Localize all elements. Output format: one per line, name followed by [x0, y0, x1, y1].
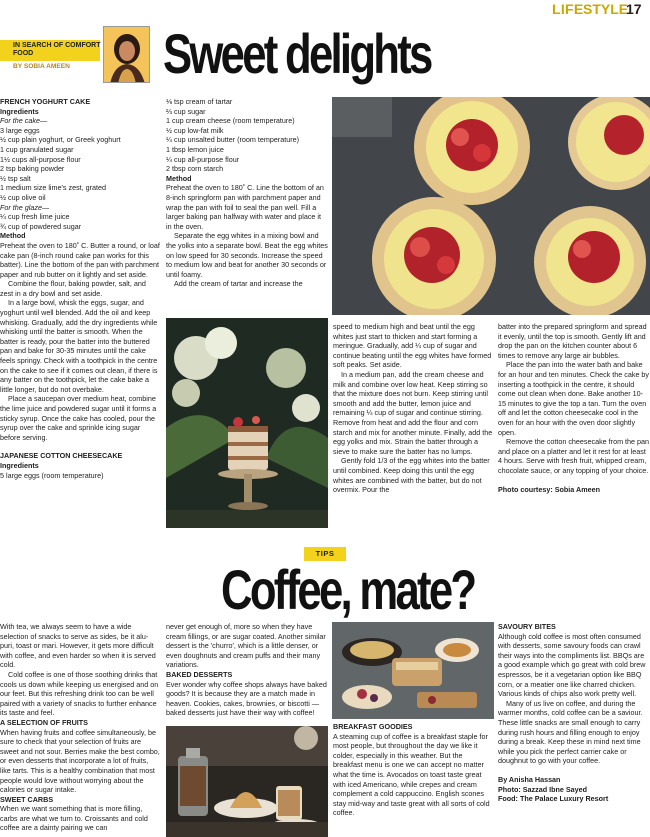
tips-column-4 — [498, 622, 650, 837]
subheading: Method — [0, 231, 26, 241]
article-column-4 — [498, 322, 650, 532]
paragraph: 1½ cups all-purpose flour — [0, 154, 81, 164]
paragraph: When having fruits and coffee simultaneously, be sure to check that your selection of fruits are sweet and not sour. Berries make the best combo, or even desserts that incorporate a lot of fruits, like tarts. This is a healthy combination that most people would love without worrying about the calories or sugar intake. — [0, 727, 160, 795]
paragraph: speed to medium high and beat until the egg whites just start to thicken and start forming a meringue. Gradually, add ¼ cup of sugar and continue beating until the egg whites have formed soft peaks. Set aside. — [333, 322, 492, 370]
masthead-life: LIFE — [552, 1, 584, 17]
paragraph: 1 medium size lime's zest, grated — [0, 183, 107, 193]
subheading: SWEET CARBS — [0, 794, 54, 804]
paragraph: ½ cup olive oil — [0, 192, 46, 202]
tips-column-2 — [166, 622, 328, 722]
subheading: Ingredients — [0, 106, 39, 116]
subheading: Photo courtesy: Sobia Ameen — [498, 484, 600, 494]
paragraph: Place a saucepan over medium heat, combine the lime juice and powdered sugar until it forms a sticky syrup. Once the cake has cooled, pour the syrup over the cake and sprinkle icing sugar before serving. — [0, 394, 157, 442]
paragraph: 1 cup cream cheese (room temperature) — [166, 116, 295, 126]
subheading: A SELECTION OF FRUITS — [0, 717, 88, 727]
subheading: By Anisha Hassan — [498, 774, 561, 784]
cheesecake-photo — [332, 97, 650, 315]
paragraph: When we want something that is more filling, carbs are what we turn to. Croissants and cold coffee are a dainty pairing we can — [0, 804, 148, 833]
subheading: BREAKFAST GOODIES — [333, 722, 413, 731]
paragraph: 1 tbsp lemon juice — [166, 144, 224, 154]
paragraph: 1 cup granulated sugar — [0, 144, 74, 154]
article-column-2 — [166, 97, 328, 309]
paragraph: With tea, we always seem to have a wide selection of snacks to serve as sides, be it alu-puri, toast or mari. However, it gets more difficult with coffee, and even harder so when it is served cold. — [0, 622, 156, 670]
paragraph: ½ tsp salt — [0, 173, 31, 183]
tips-column-1 — [0, 622, 160, 837]
paragraph: A steaming cup of coffee is a breakfast staple for most people, but throughout the day we like it colder, especially in this weather. But the breakfast menu is one we can accept no matter what the time is. Avocados on toast taste great with iced Americano, while crepes and cream complement a cold cappuccino. English scones stay mid-way and taste great with all sorts of cold coffee. — [333, 731, 490, 818]
paragraph: Although cold coffee is most often consumed with desserts, some savoury foods can crawl their ways into the compliments list. BBQs are a good example which go great with cold brew espressos, be it a vegetarian option like BBQ corn, or a meatier one like charred chicken. Various kinds of chips also work pretty well. — [498, 631, 646, 699]
subheading: Ingredients — [0, 460, 39, 470]
paragraph: Ever wonder why coffee shops always have baked goods? It is because they are a match made in heaven. Cookies, cakes, brownies, or biscotti — baked desserts just have their way with coffee! — [166, 679, 327, 718]
subheading: SAVOURY BITES — [498, 622, 556, 631]
paragraph: Separate the egg whites in a mixing bowl and the yolks into a separate bowl. Beat the egg whites on low speed for 30 seconds. Increase the speed to medium low and beat for another 30 seconds or until foamy. — [166, 231, 328, 279]
paragraph: Preheat the oven to 180˚ C. Line the bottom of an 8-inch springform pan with parchment paper and wrap the pan with foil to seal the pan well. Fill a larger baking pan halfway with water and place it in the oven. — [166, 183, 324, 231]
tips-column-3 — [333, 722, 493, 837]
paragraph: 2 tbsp corn starch — [166, 164, 224, 174]
article-title: Sweet delights — [163, 22, 431, 85]
paragraph: batter into the prepared springform and spread it evenly, until the top is smooth. Gently lift and drop the pan on the kitchen counter about 6 times to remove any large air bubbles. — [498, 322, 647, 360]
paragraph: ¼ cup all-purpose flour — [166, 154, 240, 164]
subheading: FRENCH YOGHURT CAKE — [0, 97, 91, 106]
cake-flowers-photo — [166, 318, 328, 528]
article-title-2: Coffee, mate? — [221, 558, 475, 621]
paragraph: Preheat the oven to 180˚ C. Butter a round, or loaf cake pan (8-inch round cake pan works for this batter). Line the bottom of the pan with parchment paper and rub butter on it lightly and set aside. — [0, 240, 160, 279]
paragraph: For the glaze— — [0, 202, 50, 212]
breakfast-photo — [332, 622, 494, 719]
subheading: JAPANESE COTTON CHEESECAKE — [0, 451, 123, 461]
tips-badge: TIPS — [304, 547, 346, 561]
paragraph: 3 large eggs — [0, 125, 40, 135]
subheading: BAKED DESSERTS — [166, 669, 233, 679]
paragraph: In a medium pan, add the cream cheese and milk and combine over low heat. Keep stirring so that the mixture does not burn. Keep stirring until smooth and add the butter, lemon juice and remaining ¼ cup of sugar and continue stirring. Remove from heat and add the flour and corn starch and mix for another minute. Finally, add the egg yolks and mix. Strain the batter through a sieve to make sure the batter has no lumps. — [333, 369, 493, 456]
paragraph: ¾ cup of powdered sugar — [0, 221, 82, 231]
column-tag-label: IN SEARCH OF COMFORT FOOD — [13, 42, 101, 57]
article-column-3 — [333, 322, 493, 532]
paragraph — [498, 766, 650, 775]
paragraph: Cold coffee is one of those soothing drinks that cools us down while keeping us energised and on our feet. But this refreshing drink too can be well paired with a variety of snacks to further enhance its taste and feel. — [0, 669, 159, 718]
paragraph: ⅛ tsp cream of tartar — [166, 97, 233, 106]
paragraph: Place the pan into the water bath and bake for an hour and ten minutes. Check the cake by inserting a toothpick in the centre, it should come out clean when done. Bake another 10-15 minutes to give the top a tan. Turn the oven off and let the cotton cheesecake cool in the oven for an hour with the oven door slightly open. — [498, 360, 650, 437]
page-number: 17 — [626, 1, 642, 17]
paragraph: For the cake— — [0, 116, 48, 126]
paragraph: Remove the cotton cheesecake from the pan and place on a platter and let it rest for at least 4 hours. Serve with fresh fruit, whipped cream, chocolate sauce, or any topping of your choice. — [498, 437, 650, 475]
paragraph: Gently fold 1/3 of the egg whites into the batter until combined. Keep doing this until the egg whites are combined with the batter, but do not overmix. Pour the — [333, 456, 490, 495]
coffee-photo — [166, 726, 328, 837]
paragraph: 5 large eggs (room temperature) — [0, 470, 104, 480]
paragraph: ½ cup plain yoghurt, or Greek yoghurt — [0, 135, 121, 145]
paragraph: ⅔ cup sugar — [166, 106, 206, 116]
paragraph: never get enough of, more so when they have cream fillings, or are sugar coated. Another similar dessert is the 'churro', which is a little denser, or even doughnuts and cream puffs and their many variations. — [166, 622, 326, 670]
author-photo — [103, 26, 150, 83]
paragraph: Many of us live on coffee, and during the warmer months, cold coffee can be a saviour. These little snacks are small enough to carry during rush hours and filling enough to enjoy during a break. Keep these in mind next time while you pick the perfect carrier cake or doughnut to go with your coffee. — [498, 698, 643, 766]
article-column-1 — [0, 97, 160, 529]
subheading: Photo: Sazzad Ibne Sayed — [498, 784, 588, 794]
masthead-style: STYLE — [583, 1, 629, 17]
paragraph: ¼ cup fresh lime juice — [0, 212, 70, 222]
paragraph: In a large bowl, whisk the eggs, sugar, and yoghurt until well blended. Add the oil and keep whisking. Gradually, add the dry ingredients while whisking until the batter is smooth. When the batter is ready, pour the batter into the buttered pan and bake for 30-35 minutes until the cake feels springy. Check with a toothpick in the centre on the cake to see if it comes out clean, if there is any batter on the toothpick, let the cake bake a little longer, but do not overbake. — [0, 298, 158, 394]
paragraph: ¼ cup unsalted butter (room temperature) — [166, 135, 300, 145]
paragraph: 2 tsp baking powder — [0, 164, 65, 174]
byline: BY SOBIA AMEEN — [13, 63, 70, 70]
paragraph — [0, 442, 160, 451]
paragraph: ½ cup low-fat milk — [166, 125, 224, 135]
subheading: Method — [166, 173, 192, 183]
paragraph: Add the cream of tartar and increase the — [174, 279, 303, 289]
paragraph: Combine the flour, baking powder, salt, and zest in a dry bowl and set aside. — [0, 279, 146, 298]
paragraph — [498, 476, 650, 485]
subheading: Food: The Palace Luxury Resort — [498, 794, 609, 804]
